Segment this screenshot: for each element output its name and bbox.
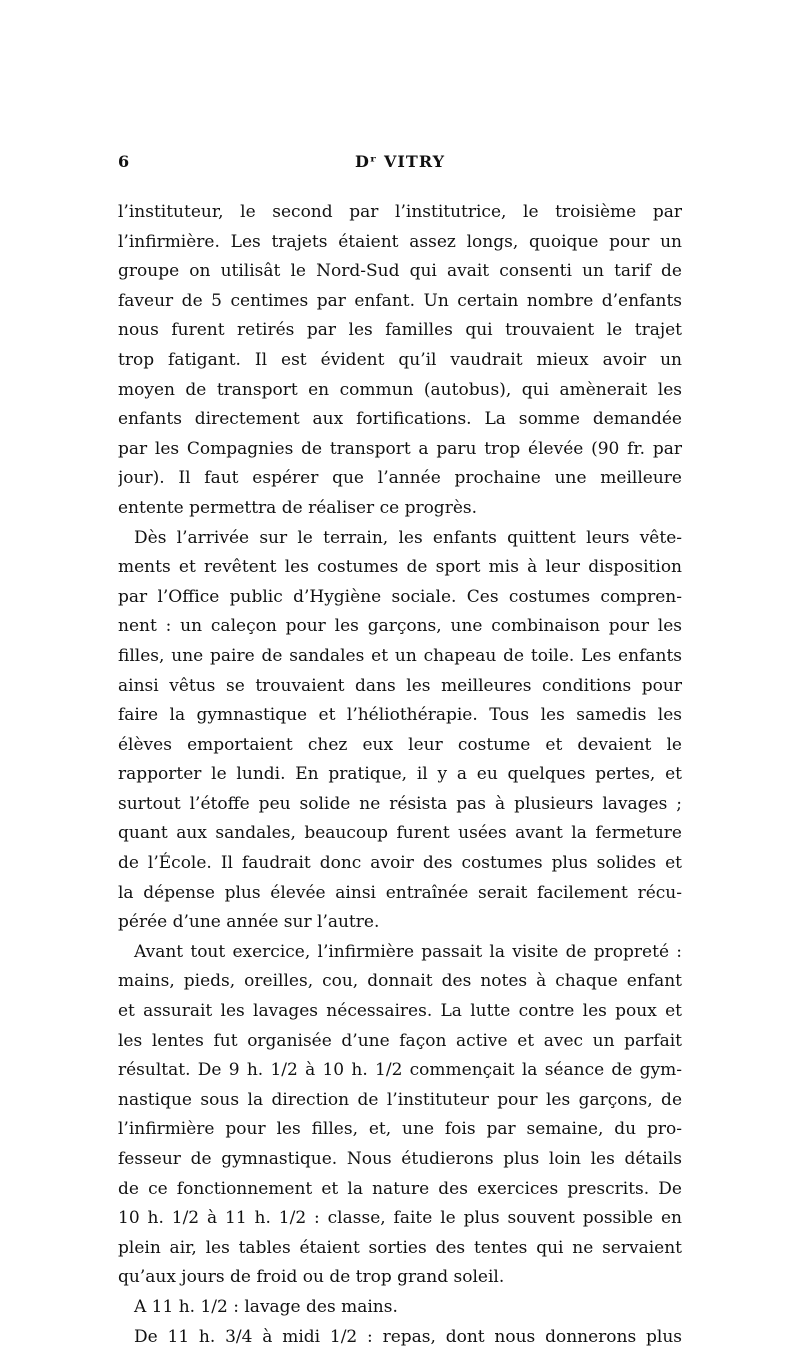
text-line: pérée d’une année sur l’autre. (118, 912, 380, 933)
text-line: ments et revêtent les costumes de sport mis à leur disposition (118, 557, 682, 578)
text-line: nent : un caleçon pour les garçons, une combinaison pour les (118, 616, 682, 637)
text-line: les lentes fut organisée d’une façon active et avec un parfait (118, 1030, 682, 1051)
text-line: Dès l’arrivée sur le terrain, les enfants quittent leurs vête- (134, 527, 682, 548)
text-line: par l’Office public d’Hygiène sociale. Ces costumes compren- (118, 586, 682, 607)
text-line: par les Compagnies de transport a paru trop élevée (90 fr. par (118, 438, 682, 459)
paragraph (118, 1293, 682, 1323)
text-line: plein air, les tables étaient sorties des tentes qui ne servaient (118, 1237, 682, 1258)
text-line: faire la gymnastique et l’héliothérapie. Tous les samedis les (118, 705, 682, 726)
text-line: de ce fonctionnement et la nature des exercices prescrits. De (118, 1178, 682, 1199)
text-line: la dépense plus élevée ainsi entraînée serait facilement récu- (118, 882, 682, 903)
text-line: enfants directement aux fortifications. La somme demandée (118, 409, 682, 430)
paragraph (118, 938, 682, 1293)
running-head (118, 152, 682, 180)
text-line: 10 h. 1/2 à 11 h. 1/2 : classe, faite le plus souvent possible en (118, 1208, 682, 1229)
text-line: rapporter le lundi. En pratique, il y a eu quelques pertes, et (118, 764, 682, 785)
text-line: trop fatigant. Il est évident qu’il vaudrait mieux avoir un (118, 349, 682, 370)
paragraph (118, 524, 682, 938)
text-line: résultat. De 9 h. 1/2 à 10 h. 1/2 commençait la séance de gym- (118, 1060, 682, 1081)
text-line: moyen de transport en commun (autobus), qui amènerait les (118, 379, 682, 400)
book-page (118, 152, 682, 1352)
text-line: mains, pieds, oreilles, cou, donnait des notes à chaque enfant (118, 971, 682, 992)
text-line: et assurait les lavages nécessaires. La lutte contre les poux et (118, 1001, 682, 1022)
text-line: l’infirmière pour les filles, et, une fois par semaine, du pro- (118, 1119, 682, 1140)
text-line: De 11 h. 3/4 à midi 1/2 : repas, dont nous donnerons plus (134, 1326, 682, 1347)
text-line: élèves emportaient chez eux leur costume et devaient le (118, 734, 682, 755)
paragraph (118, 1323, 682, 1352)
text-line: l’instituteur, le second par l’institutrice, le troisième par (118, 202, 682, 222)
text-line: l’infirmière. Les trajets étaient assez longs, quoique pour un (118, 231, 682, 252)
text-line: surtout l’étoffe peu solide ne résista pas à plusieurs lavages ; (118, 793, 682, 814)
text-line: qu’aux jours de froid ou de trop grand soleil. (118, 1267, 505, 1288)
text-line: groupe on utilisât le Nord-Sud qui avait consenti un tarif de (118, 261, 682, 282)
text-line: fesseur de gymnastique. Nous étudierons plus loin les détails (118, 1149, 682, 1169)
running-title: Dʳ VITRY (354, 152, 446, 171)
text-line: faveur de 5 centimes par enfant. Un certain nombre d’enfants (118, 290, 682, 311)
paragraph (118, 198, 682, 524)
text-line: nastique sous la direction de l’instituteur pour les garçons, de (118, 1089, 682, 1110)
text-line: jour). Il faut espérer que l’année prochaine une meilleure (118, 468, 682, 489)
text-line: Avant tout exercice, l’infirmière passait la visite de propreté : (134, 941, 682, 962)
text-line: A 11 h. 1/2 : lavage des mains. (134, 1296, 398, 1317)
text-line: nous furent retirés par les familles qui trouvaient le trajet (118, 320, 682, 341)
body-text (118, 198, 682, 1352)
text-line: entente permettra de réaliser ce progrès. (118, 497, 478, 518)
page-number: 6 (118, 152, 131, 171)
text-line: ainsi vêtus se trouvaient dans les meilleures conditions pour (118, 675, 682, 696)
text-line: filles, une paire de sandales et un chapeau de toile. Les enfants (118, 645, 682, 666)
text-line: de l’École. Il faudrait donc avoir des costumes plus solides et (118, 853, 682, 874)
text-line: quant aux sandales, beaucoup furent usées avant la fermeture (118, 823, 682, 844)
